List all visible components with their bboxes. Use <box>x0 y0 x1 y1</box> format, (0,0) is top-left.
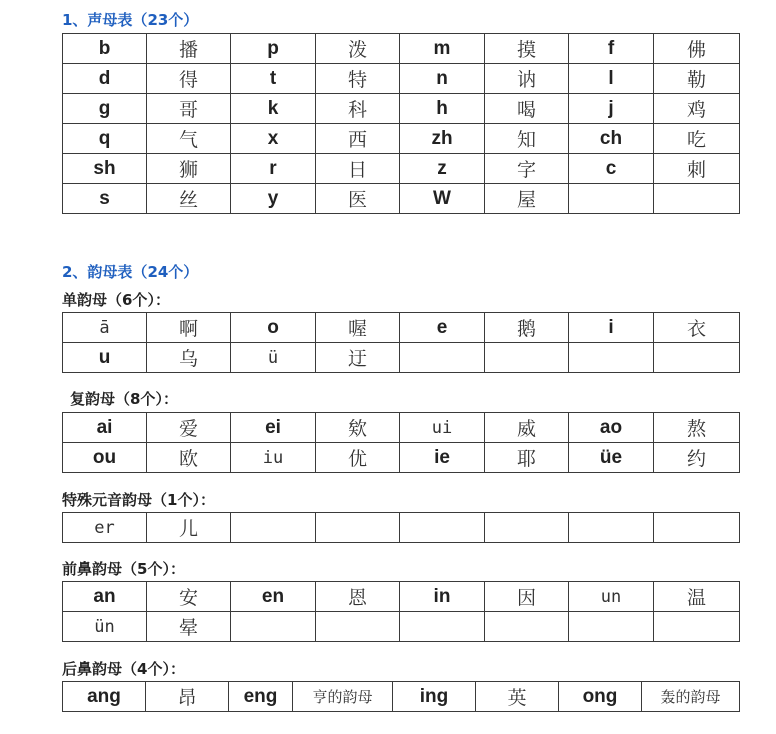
pinyin-cell <box>569 343 654 373</box>
single-finals-table <box>62 312 740 373</box>
pinyin-cell <box>569 184 654 214</box>
pinyin-cell: un <box>569 582 654 612</box>
pinyin-cell: zh <box>400 124 485 154</box>
hanzi-cell: 知 <box>485 124 569 154</box>
pinyin-cell: ong <box>559 682 642 712</box>
hanzi-cell: 佛 <box>654 34 740 64</box>
pinyin-cell: k <box>231 94 316 124</box>
hanzi-cell: 字 <box>485 154 569 184</box>
table-row <box>63 94 740 124</box>
pinyin-cell: ie <box>400 443 485 473</box>
pinyin-cell: o <box>231 313 316 343</box>
hanzi-cell: 日 <box>316 154 400 184</box>
pinyin-cell: er <box>63 513 147 543</box>
hanzi-cell <box>316 513 400 543</box>
hanzi-cell: 狮 <box>147 154 231 184</box>
pinyin-cell <box>569 612 654 642</box>
pinyin-cell: an <box>63 582 147 612</box>
hanzi-cell: 鹅 <box>485 313 569 343</box>
hanzi-cell: 迂 <box>316 343 400 373</box>
table-row <box>63 443 740 473</box>
hanzi-cell: 欧 <box>147 443 231 473</box>
pinyin-cell: g <box>63 94 147 124</box>
pinyin-cell: üe <box>569 443 654 473</box>
pinyin-cell: W <box>400 184 485 214</box>
hanzi-cell: 熬 <box>654 413 740 443</box>
table-row <box>63 64 740 94</box>
pinyin-cell <box>400 612 485 642</box>
pinyin-cell: b <box>63 34 147 64</box>
pinyin-cell: t <box>231 64 316 94</box>
hanzi-cell: 播 <box>147 34 231 64</box>
hanzi-cell: 讷 <box>485 64 569 94</box>
pinyin-cell: d <box>63 64 147 94</box>
hanzi-cell: 乌 <box>147 343 231 373</box>
hanzi-cell: 优 <box>316 443 400 473</box>
pinyin-cell: p <box>231 34 316 64</box>
pinyin-cell: ei <box>231 413 316 443</box>
pinyin-cell: ün <box>63 612 147 642</box>
pinyin-cell <box>400 343 485 373</box>
hanzi-cell <box>654 184 740 214</box>
pinyin-cell: ü <box>231 343 316 373</box>
hanzi-cell: 喔 <box>316 313 400 343</box>
pinyin-cell: eng <box>229 682 293 712</box>
pinyin-cell: sh <box>63 154 147 184</box>
hanzi-cell: 因 <box>485 582 569 612</box>
hanzi-cell: 威 <box>485 413 569 443</box>
pinyin-cell <box>400 513 485 543</box>
hanzi-cell: 泼 <box>316 34 400 64</box>
hanzi-cell <box>485 343 569 373</box>
hanzi-cell: 吃 <box>654 124 740 154</box>
finals-section-title: 2、韵母表（24个） <box>62 263 199 281</box>
hanzi-cell: 哥 <box>147 94 231 124</box>
hanzi-cell: 晕 <box>147 612 231 642</box>
hanzi-cell: 特 <box>316 64 400 94</box>
special-finals-title: 特殊元音韵母（1个）： <box>62 491 215 509</box>
special-finals-table <box>62 512 740 543</box>
hanzi-cell: 安 <box>147 582 231 612</box>
hanzi-cell <box>654 513 740 543</box>
pinyin-cell: y <box>231 184 316 214</box>
hanzi-cell: 得 <box>147 64 231 94</box>
table-row <box>63 184 740 214</box>
pinyin-cell: ing <box>393 682 476 712</box>
table-row <box>63 582 740 612</box>
hanzi-cell <box>316 612 400 642</box>
hanzi-cell: 亨的韵母 <box>293 682 393 712</box>
pinyin-cell: ch <box>569 124 654 154</box>
table-row <box>63 313 740 343</box>
pinyin-cell <box>231 513 316 543</box>
hanzi-cell: 丝 <box>147 184 231 214</box>
hanzi-cell: 气 <box>147 124 231 154</box>
initials-table <box>62 33 740 214</box>
hanzi-cell <box>654 612 740 642</box>
pinyin-cell: ao <box>569 413 654 443</box>
hanzi-cell: 喝 <box>485 94 569 124</box>
pinyin-cell: iu <box>231 443 316 473</box>
table-row <box>63 343 740 373</box>
pinyin-cell: x <box>231 124 316 154</box>
pinyin-cell: u <box>63 343 147 373</box>
hanzi-cell: 屋 <box>485 184 569 214</box>
pinyin-cell <box>231 612 316 642</box>
hanzi-cell: 勒 <box>654 64 740 94</box>
hanzi-cell: 刺 <box>654 154 740 184</box>
pinyin-cell: ang <box>63 682 146 712</box>
pinyin-cell: en <box>231 582 316 612</box>
hanzi-cell: 啊 <box>147 313 231 343</box>
hanzi-cell: 儿 <box>147 513 231 543</box>
pinyin-cell: c <box>569 154 654 184</box>
table-row <box>63 513 740 543</box>
pinyin-cell: ā <box>63 313 147 343</box>
pinyin-cell: i <box>569 313 654 343</box>
pinyin-cell: in <box>400 582 485 612</box>
hanzi-cell: 西 <box>316 124 400 154</box>
hanzi-cell: 昂 <box>146 682 229 712</box>
hanzi-cell: 欸 <box>316 413 400 443</box>
hanzi-cell: 轰的韵母 <box>642 682 740 712</box>
hanzi-cell: 爱 <box>147 413 231 443</box>
hanzi-cell: 约 <box>654 443 740 473</box>
pinyin-cell: s <box>63 184 147 214</box>
hanzi-cell: 摸 <box>485 34 569 64</box>
table-row <box>63 413 740 443</box>
table-row <box>63 682 740 712</box>
pinyin-cell: l <box>569 64 654 94</box>
hanzi-cell: 英 <box>476 682 559 712</box>
front-nasal-finals-title: 前鼻韵母（5个）： <box>62 560 185 578</box>
pinyin-cell: z <box>400 154 485 184</box>
pinyin-cell: j <box>569 94 654 124</box>
pinyin-cell: e <box>400 313 485 343</box>
pinyin-cell: ui <box>400 413 485 443</box>
compound-finals-table <box>62 412 740 473</box>
back-nasal-finals-title: 后鼻韵母（4个）： <box>62 660 185 678</box>
pinyin-cell: f <box>569 34 654 64</box>
pinyin-cell: n <box>400 64 485 94</box>
hanzi-cell: 恩 <box>316 582 400 612</box>
table-row <box>63 34 740 64</box>
hanzi-cell <box>485 612 569 642</box>
pinyin-cell: m <box>400 34 485 64</box>
pinyin-cell: r <box>231 154 316 184</box>
pinyin-cell: q <box>63 124 147 154</box>
front-nasal-finals-table <box>62 581 740 642</box>
hanzi-cell: 鸡 <box>654 94 740 124</box>
pinyin-cell: ai <box>63 413 147 443</box>
compound-finals-title: 复韵母（8个）： <box>70 390 178 408</box>
pinyin-cell: ou <box>63 443 147 473</box>
pinyin-cell <box>569 513 654 543</box>
pinyin-cell: h <box>400 94 485 124</box>
hanzi-cell: 医 <box>316 184 400 214</box>
hanzi-cell: 耶 <box>485 443 569 473</box>
hanzi-cell <box>485 513 569 543</box>
table-row <box>63 154 740 184</box>
initials-section-title: 1、声母表（23个） <box>62 11 199 29</box>
back-nasal-finals-table <box>62 681 740 712</box>
hanzi-cell: 温 <box>654 582 740 612</box>
hanzi-cell <box>654 343 740 373</box>
hanzi-cell: 科 <box>316 94 400 124</box>
table-row <box>63 612 740 642</box>
hanzi-cell: 衣 <box>654 313 740 343</box>
table-row <box>63 124 740 154</box>
single-finals-title: 单韵母（6个）： <box>62 291 170 309</box>
